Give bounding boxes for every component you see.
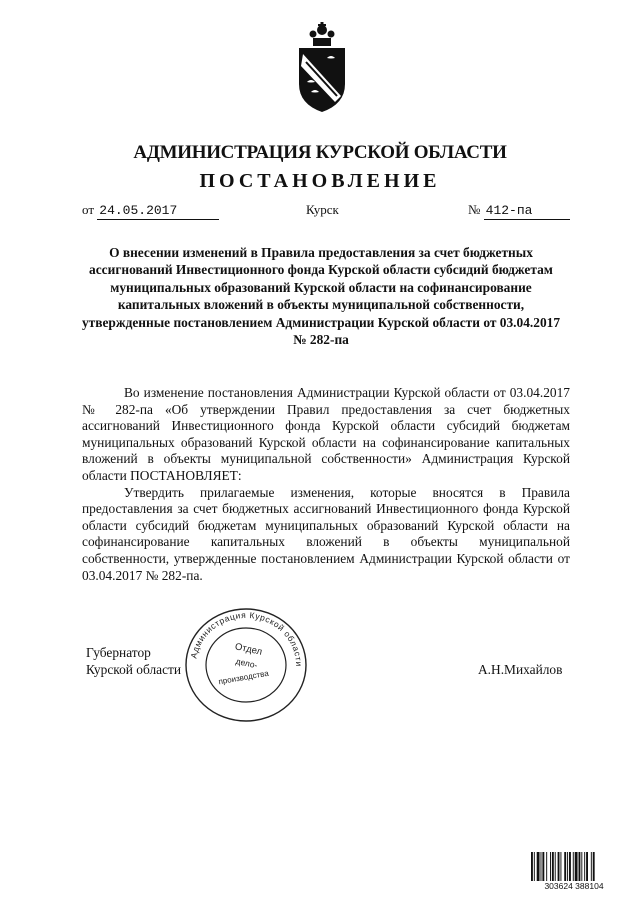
- body-paragraph-1: Во изменение постановления Администрации Курской области от 03.04.2017 № 282-па «Об утверждении Правил предоставления за счет бюджетных ассигнований Инвестиционного фонда Курской области субсидий бюджетам муниципальных образований Курской области на софинансирование капитальных вложений в объекты муниципальной собственности» Администрация Курской области ПОСТАНОВЛЯЕТ:: [82, 385, 570, 483]
- barcode-bar: [541, 852, 542, 882]
- barcode-bar: [579, 852, 581, 882]
- date-value: 24.05.2017: [97, 203, 219, 220]
- signer-title: [86, 645, 181, 678]
- barcode-bar: [534, 852, 535, 882]
- document-body: [82, 385, 570, 584]
- document-city: Курск: [306, 202, 339, 217]
- barcode-bar: [586, 852, 588, 882]
- barcode-bar: [560, 852, 561, 882]
- barcode-bar: [575, 852, 578, 882]
- date-prefix: от: [82, 202, 95, 217]
- barcode-bar: [542, 852, 544, 882]
- coat-of-arms-emblem: [293, 22, 351, 114]
- official-stamp: [182, 606, 310, 724]
- number-value: 412-па: [484, 203, 570, 220]
- document-type: ПОСТАНОВЛЕНИЕ: [199, 170, 441, 192]
- stamp-ring-text: Администрация Курской области: [188, 609, 305, 667]
- barcode-bar: [569, 852, 571, 882]
- barcode-bar: [552, 852, 554, 882]
- barcode-bar: [546, 852, 547, 882]
- document-subject: О внесении изменений в Правила предоставления за счет бюджетных ассигнований Инвестиционного фонда Курской области субсидий бюджетам муниципальных образований Курской области на софинансирование капитальных вложений в объекты муниципальной собственности, утвержденные постановлением Администрации Курской области от 03.04.2017 № 282-па: [81, 245, 561, 348]
- stamp-center-line3: производства: [217, 668, 270, 687]
- barcode-bar: [581, 852, 582, 882]
- barcode-bar: [591, 852, 592, 882]
- barcode-bar: [567, 852, 568, 882]
- stamp-center-line1: Отдел: [233, 641, 264, 658]
- stamp-center-line2: дело-: [234, 655, 259, 671]
- body-paragraph-2: Утвердить прилагаемые изменения, которые вносятся в Правила предоставления за счет бюджетных ассигнований Инвестиционного фонда Курской области субсидий бюджетам муниципальных образований Курской области на софинансирование капитальных вложений в объекты муниципальной собственности, утвержденные постановлением Администрации Курской области от 03.04.2017 № 282-па.: [82, 484, 570, 583]
- barcode-bar: [550, 852, 551, 882]
- organization-title: АДМИНИСТРАЦИЯ КУРСКОЙ ОБЛАСТИ: [133, 142, 507, 163]
- document-date: [82, 202, 219, 220]
- barcode-bar: [537, 852, 540, 882]
- signer-title-line1: Губернатор: [86, 645, 151, 660]
- barcode-bar: [593, 852, 595, 882]
- document-number: [468, 202, 570, 220]
- barcode-bar: [573, 852, 574, 882]
- signer-title-line2: Курской области: [86, 661, 182, 677]
- barcode-number: 303624 388104: [530, 881, 618, 891]
- barcode-bar: [531, 852, 533, 882]
- signer-name: А.Н.Михайлов: [478, 662, 563, 677]
- number-prefix: №: [468, 202, 481, 217]
- barcode-bar: [584, 852, 585, 882]
- barcode-bar: [558, 852, 560, 882]
- barcode-bar: [555, 852, 556, 882]
- barcode-bar: [564, 852, 566, 882]
